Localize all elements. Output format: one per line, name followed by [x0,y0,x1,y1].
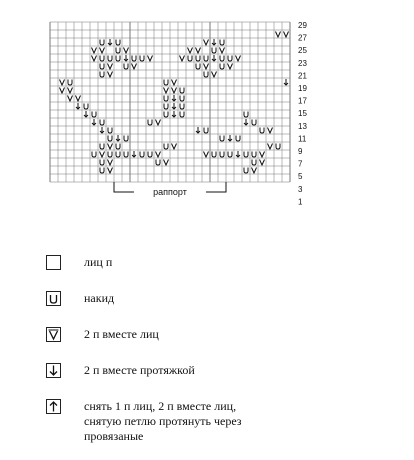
yarn-over-icon [116,144,120,150]
legend-row-knit [46,255,112,270]
yarn-over-icon [212,152,216,158]
k2tog-tbl-icon [172,103,176,109]
k2tog-icon [60,80,65,86]
row-number-label: 3 [298,184,303,194]
k2tog-icon [76,96,81,102]
k2tog-icon [268,144,273,150]
k2tog-icon [252,168,257,174]
k2tog-tbl-icon [76,103,80,109]
k2tog-icon [260,152,265,158]
k2tog-icon [164,88,169,94]
k2tog-icon [68,96,73,102]
k2tog-tbl-icon [84,111,88,117]
k2tog-icon [172,88,177,94]
k2tog-icon [132,64,137,70]
legend-row-yarn-over [46,291,114,306]
yarn-over-icon [196,64,200,70]
yarn-over-icon [46,291,61,306]
k2tog-icon [164,160,169,166]
yarn-over-icon [92,112,96,118]
yarn-over-icon [148,152,152,158]
yarn-over-icon [116,48,120,54]
k2tog-icon [276,32,281,38]
k2tog-icon [108,72,113,78]
yarn-over-icon [116,56,120,62]
k2tog-tbl-icon [100,127,104,133]
yarn-over-icon [84,104,88,110]
k2tog-icon [108,168,113,174]
yarn-over-icon [100,160,104,166]
k2tog-icon [236,56,241,62]
k2tog-icon [68,88,73,94]
k2tog-icon [46,327,61,342]
legend-row-k2tog [46,327,159,342]
k2tog-tbl-icon [108,39,112,45]
yarn-over-icon [100,168,104,174]
yarn-over-icon [220,40,224,46]
yarn-over-icon [164,80,168,86]
k2tog-icon [172,80,177,86]
yarn-over-icon [212,48,216,54]
yarn-over-icon [244,168,248,174]
legend-row-sk1-k2tog-psso [46,399,242,444]
k2tog-tbl-icon [284,79,288,85]
rapport-label: раппорт [153,187,187,197]
yarn-over-icon [260,128,264,134]
legend-label-yarn-over: накид [84,291,115,305]
k2tog-tbl-icon [46,363,61,378]
k2tog-icon [100,152,105,158]
yarn-over-icon [252,152,256,158]
yarn-over-icon [124,64,128,70]
legend-label-k2tog: 2 п вместе лиц [84,327,159,341]
row-number-label: 25 [298,46,307,56]
k2tog-icon [108,160,113,166]
k2tog-icon [204,40,209,46]
k2tog-icon [268,128,273,134]
yarn-over-icon [92,152,96,158]
legend-label-knit: лиц п [84,255,113,269]
yarn-over-icon [100,56,104,62]
yarn-over-icon [164,96,168,102]
yarn-over-icon [164,144,168,150]
k2tog-tbl-icon [132,151,136,157]
k2tog-icon [220,48,225,54]
yarn-over-icon [68,80,72,86]
yarn-over-icon [228,152,232,158]
k2tog-icon [156,120,161,126]
k2tog-icon [212,72,217,78]
row-number-label: 11 [298,134,307,144]
yarn-over-icon [220,64,224,70]
yarn-over-icon [252,160,256,166]
k2tog-icon [60,88,65,94]
legend-label-k2tog-tbl: 2 п вместе протяжкой [84,363,195,377]
row-number-label: 21 [298,71,307,81]
yarn-over-icon [180,96,184,102]
yarn-over-icon [180,88,184,94]
yarn-over-icon [140,152,144,158]
k2tog-icon [180,56,185,62]
knit-stitch-icon [46,255,61,270]
yarn-over-icon [220,56,224,62]
row-number-label: 7 [298,159,303,169]
k2tog-tbl-icon [228,135,232,141]
yarn-over-icon [108,136,112,142]
k2tog-tbl-icon [244,119,248,125]
k2tog-icon [204,64,209,70]
yarn-over-icon [100,64,104,70]
yarn-over-icon [148,120,152,126]
yarn-over-icon [180,112,184,118]
yarn-over-icon [228,56,232,62]
yarn-over-icon [220,136,224,142]
yarn-over-icon [108,152,112,158]
yarn-over-icon [116,40,120,46]
k2tog-tbl-icon [196,127,200,133]
k2tog-icon [172,144,177,150]
yarn-over-icon [100,40,104,46]
yarn-over-icon [204,72,208,78]
k2tog-icon [108,64,113,70]
row-number-label: 27 [298,33,307,43]
row-number-label: 9 [298,147,303,156]
yarn-over-icon [244,152,248,158]
k2tog-tbl-icon [116,135,120,141]
yarn-over-icon [100,144,104,150]
k2tog-icon [196,48,201,54]
k2tog-tbl-icon [172,111,176,117]
yarn-over-icon [180,104,184,110]
yarn-over-icon [100,72,104,78]
yarn-over-icon [124,136,128,142]
k2tog-icon [188,48,193,54]
yarn-over-icon [188,56,192,62]
k2tog-icon [260,160,265,166]
k2tog-icon [148,56,153,62]
row-number-label: 1 [298,197,303,207]
row-number-label: 15 [298,109,307,119]
row-number-label: 23 [298,58,307,68]
yarn-over-icon [164,104,168,110]
yarn-over-icon [116,152,120,158]
k2tog-icon [156,152,161,158]
k2tog-icon [204,152,209,158]
yarn-over-icon [108,56,112,62]
k2tog-icon [228,64,233,70]
yarn-over-icon [276,144,280,150]
yarn-over-icon [252,120,256,126]
legend-label-sk1-k2tog-psso: снять 1 п лиц, 2 п вместе лиц, снятую петлю протянуть через провязаные [84,399,242,443]
sk1-k2tog-psso-icon [46,399,61,414]
k2tog-tbl-icon [212,39,216,45]
yarn-over-icon [204,56,208,62]
row-number-label: 13 [298,121,307,131]
k2tog-tbl-icon [172,95,176,101]
yarn-over-icon [220,152,224,158]
k2tog-icon [100,48,105,54]
k2tog-tbl-icon [212,55,216,61]
yarn-over-icon [204,128,208,134]
row-number-label: 19 [298,84,307,93]
k2tog-icon [92,56,97,62]
k2tog-icon [124,48,129,54]
yarn-over-icon [196,56,200,62]
yarn-over-icon [124,152,128,158]
legend-row-k2tog-tbl [46,363,195,378]
k2tog-icon [92,48,97,54]
row-number-label: 17 [298,96,307,106]
yarn-over-icon [108,128,112,134]
row-number-label: 5 [298,172,303,182]
yarn-over-icon [156,160,160,166]
k2tog-icon [284,32,289,38]
yarn-over-icon [244,112,248,118]
yarn-over-icon [132,56,136,62]
k2tog-tbl-icon [92,119,96,125]
yarn-over-icon [236,136,240,142]
yarn-over-icon [140,56,144,62]
k2tog-tbl-icon [124,55,128,61]
k2tog-tbl-icon [236,151,240,157]
row-number-label: 29 [298,21,307,30]
yarn-over-icon [100,120,104,126]
yarn-over-icon [164,112,168,118]
k2tog-icon [108,144,113,150]
